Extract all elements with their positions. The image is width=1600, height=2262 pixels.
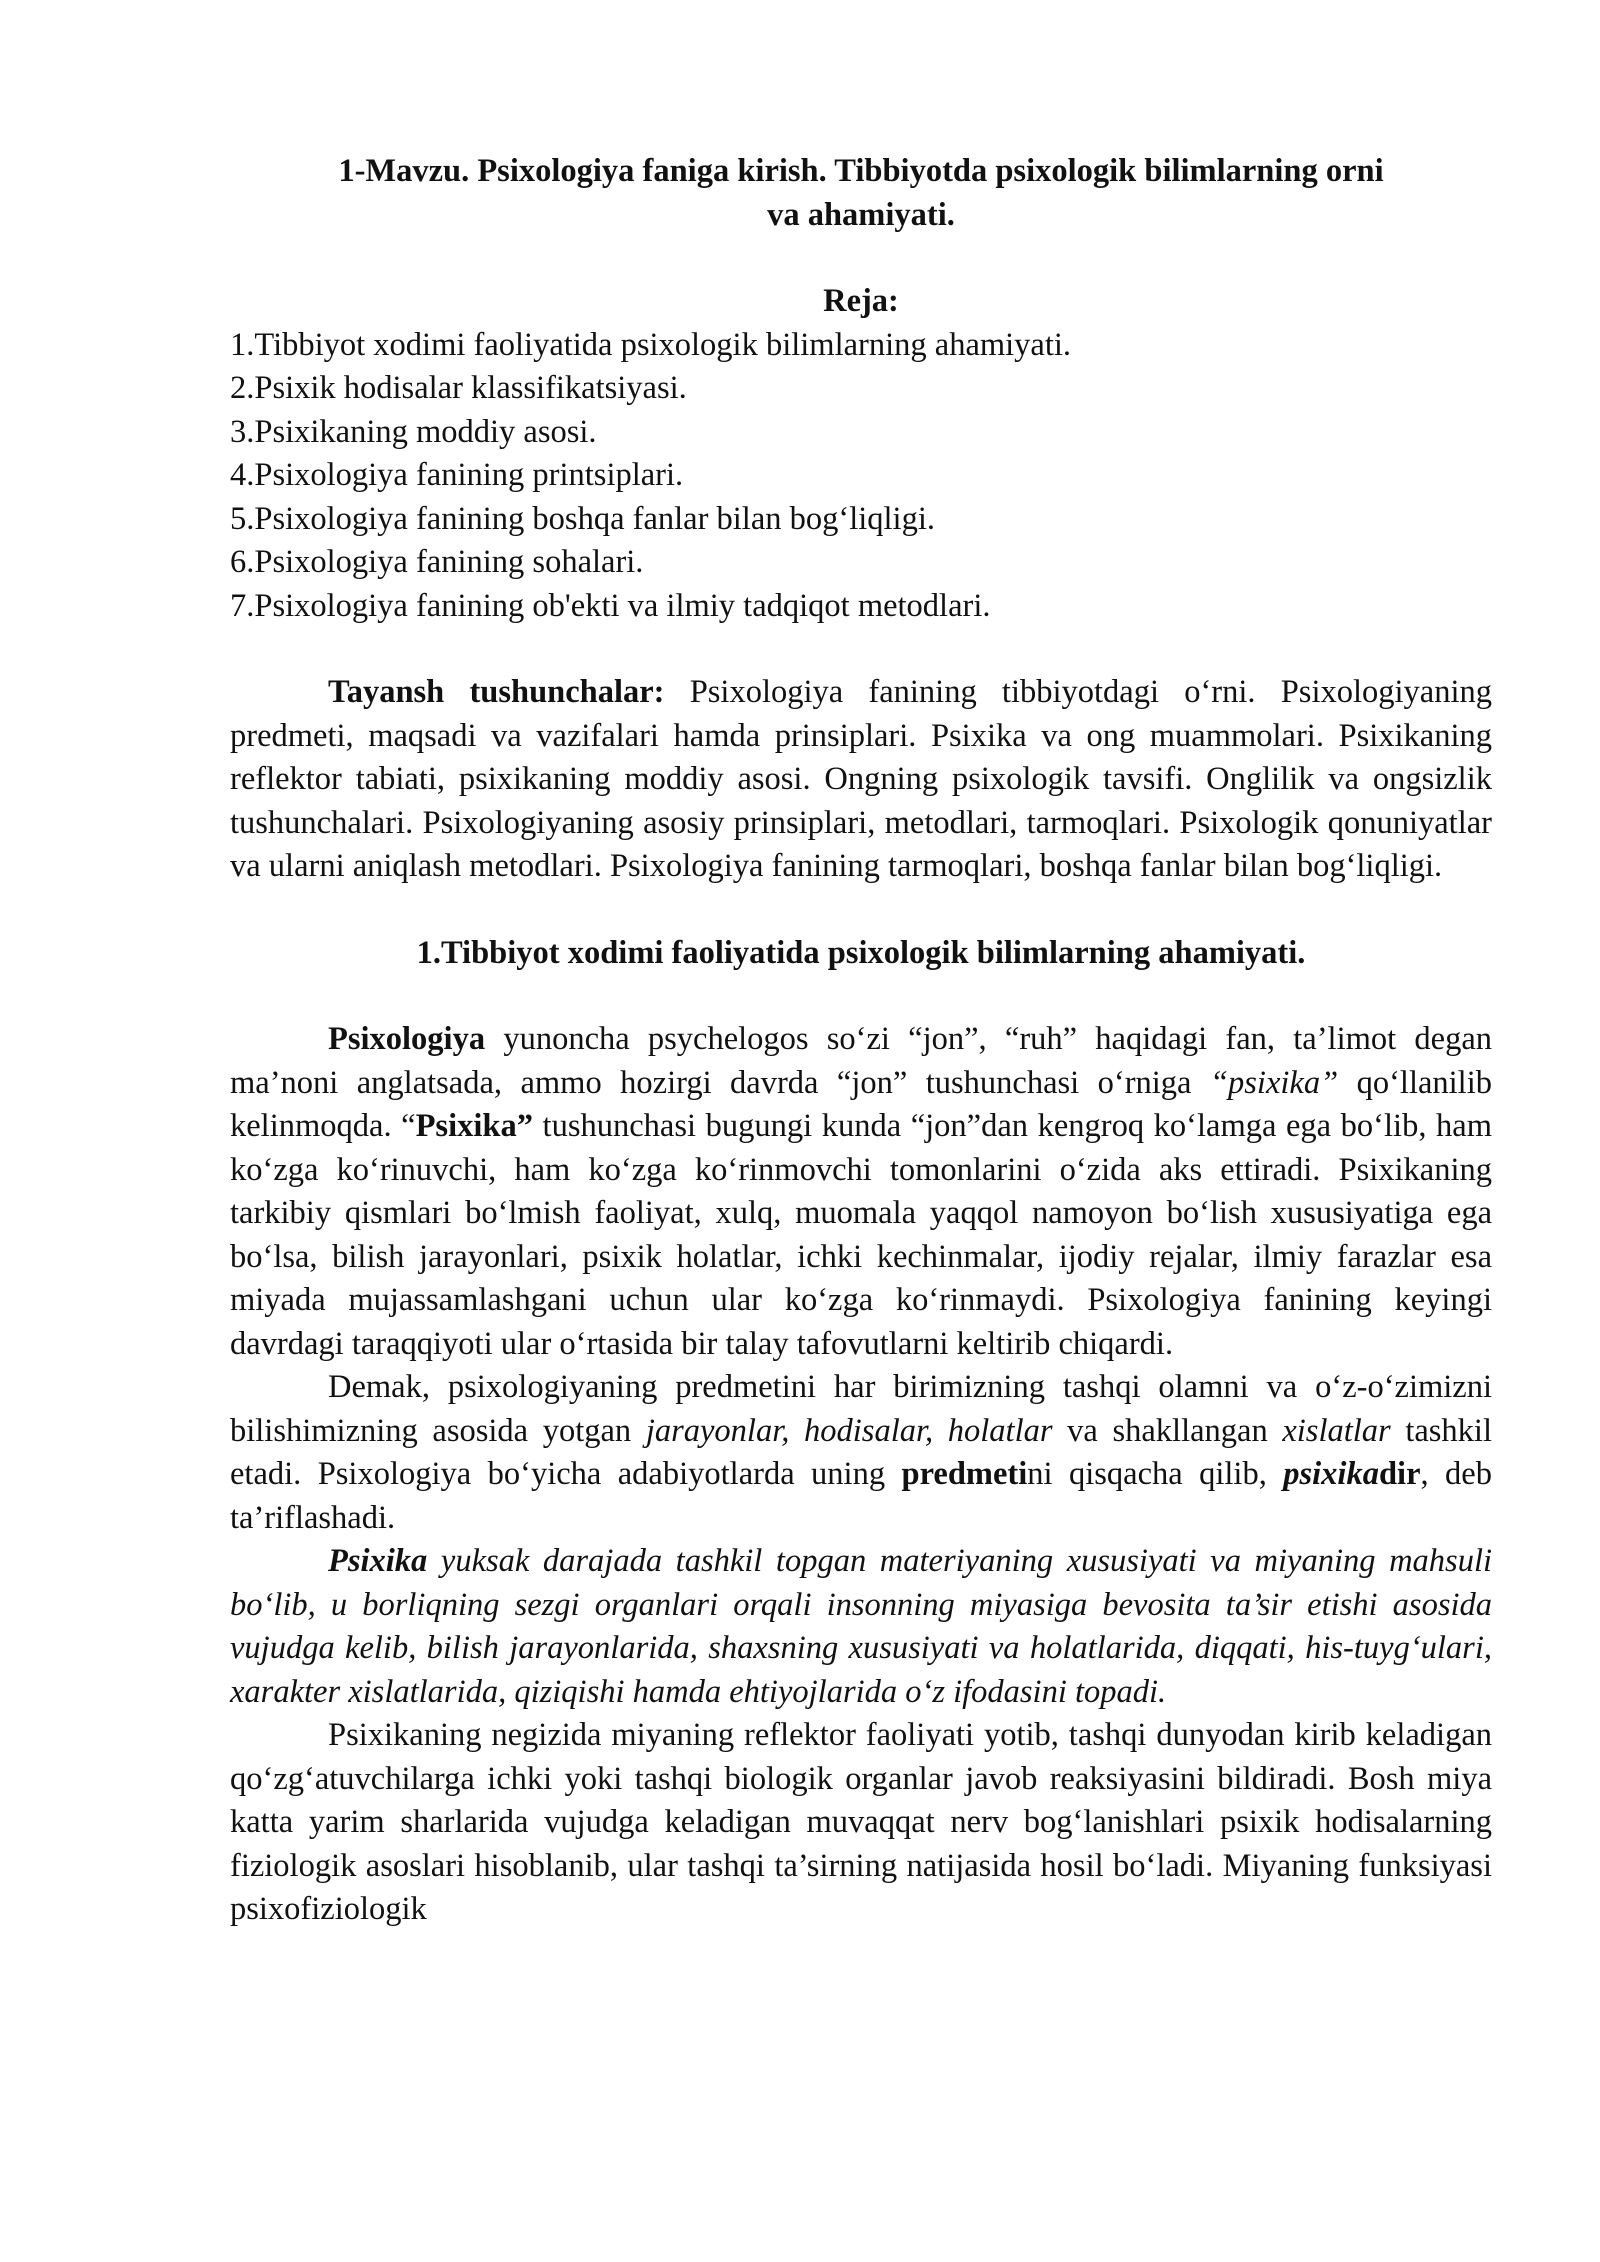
paragraph-text: yunoncha psychelogos so‘zi “jon”, “ruh” haqidagi fan, ta’limot degan ma’noni anglatsada, ammo hozirgi davrda “jon” tushunchasi o‘rniga — [230, 1021, 1492, 1101]
term-psixologiya: Psixologiya — [328, 1021, 486, 1057]
paragraph-text: , deb ta’riflashadi. — [230, 1456, 1492, 1536]
plan-item: 2.Psixik hodisalar klassifikatsiyasi. — [230, 370, 687, 406]
italic-phrase: xislatlar — [1282, 1412, 1391, 1449]
key-concepts-label: Tayansh tushunchalar: — [328, 674, 665, 710]
plan-heading: Reja: — [823, 283, 899, 319]
plan-item: 1.Tibbiyot xodimi faoliyatida psixologik bilimlarning ahamiyati. — [230, 326, 1072, 363]
plan-item: 3.Psixikaning moddiy asosi. — [230, 413, 597, 450]
paragraph-text: tushunchasi bugungi kunda “jon”dan kengroq ko‘lamga ega bo‘lib, ham ko‘zga ko‘rinuvchi, ham ko‘zga ko‘rinmovchi tomonlarini o‘zida aks ettiradi. Psixikaning tarkibiy qismlari bo‘lmish faoliyat, xulq, muomala yaqqol namoyon bo‘lish xususiyatiga ega bo‘lsa, bilish jarayonlari, psixik holatlar, ichki kechinmalar, ijodiy rejalar, ilmiy farazlar esa miyada mujassamlashgani uchun ular ko‘zga ko‘rinmaydi. Psixologiya fanining keyingi davrdagi taraqqiyoti ular o‘rtasida bir talay tafovutlarni keltirib chiqardi. — [230, 1108, 1492, 1362]
definition-text: yuksak darajada tashkil topgan materiyaning xususiyati va miyaning mahsuli bo‘lib, u borliqning sezgi organlari orqali insonning miyasiga bevosita ta’sir etishi asosida vujudga kelib, bilish jarayonlarida, shaxsning xususiyati va holatlarida, diqqati, his-tuyg‘ulari, xarakter xislatlarida, qiziqishi hamda ehtiyojlarida o‘z ifodasini topadi. — [230, 1543, 1492, 1710]
paragraph-text: Demak, psixologiyaning predmetini har birimizning tashqi olamni va o‘z-o‘zimizni bilishimizning asosida yotgan — [230, 1369, 1492, 1449]
key-concepts-text: Psixologiya fanining tibbiyotdagi o‘rni. Psixologiyaning predmeti, maqsadi va vazifalari hamda prinsiplari. Psixika va ong muammolari. Psixikaning reflektor tabiati, psixikaning moddiy asosi. Ongning psixologik tavsifi. Onglilik va ongsizlik tushunchalari. Psixologiyaning asosiy prinsiplari, metodlari, tarmoqlari. Psixologik qonuniyatlar va ularni aniqlash metodlari. Psixologiya fanining tarmoqlari, boshqa fanlar bilan bog‘liqligi. — [230, 674, 1492, 884]
paragraph-psixologiya-definition — [230, 1018, 1492, 1366]
plan-item: 5.Psixologiya fanining boshqa fanlar bilan bog‘liqligi. — [230, 500, 935, 537]
italic-phrase: jarayonlar, hodisalar, holatlar — [645, 1412, 1053, 1449]
plan-item: 4.Psixologiya fanining printsiplari. — [230, 457, 684, 493]
term-psixika: Psixika — [328, 1543, 428, 1579]
plan-item: 7.Psixologiya fanining ob'ekti va ilmiy tadqiqot metodlari. — [230, 587, 991, 624]
title-line-2: va ahamiyati. — [767, 196, 955, 233]
plan-list — [230, 324, 1492, 629]
paragraph-reflektor: Psixikaning negizida miyaning reflektor faoliyati yotib, tashqi dunyodan kirib keladigan qo‘zg‘atuvchilarga ichki yoki tashqi biologik organlar javob reaksiyasini bildiradi. Bosh miya katta yarim sharlarida vujudga keladigan muvaqqat nerv bog‘lanishlari psixik hodisalarning fiziologik asoslari hisoblanib, ular tashqi ta’sirning natijasida hosil bo‘ladi. Miyaning funksiyasi psixofiziologik — [230, 1717, 1492, 1927]
paragraph-psixika-definition — [230, 1540, 1492, 1714]
term-psixika-italic: “psixika” — [1209, 1064, 1339, 1101]
paragraph-text: qo‘llanilib kelinmoqda. “ — [230, 1064, 1492, 1144]
paragraph-text: va shakllangan — [1052, 1412, 1283, 1449]
title-line-1: 1-Mavzu. Psixologiya faniga kirish. Tibbiyotda psixologik bilimlarning orni — [338, 153, 1384, 189]
plan-item: 6.Psixologiya fanining sohalari. — [230, 544, 644, 580]
paragraph-predmet — [230, 1366, 1492, 1540]
bold-italic-text: psixika — [1283, 1456, 1379, 1492]
term-psixika-bold-italic — [1283, 1456, 1420, 1492]
document-page — [230, 150, 1492, 1932]
term-predmeti: predmeti — [901, 1456, 1028, 1492]
paragraph-text: ni qisqacha qilib, — [1027, 1456, 1284, 1492]
section-heading: 1.Tibbiyot xodimi faoliyatida psixologik bilimlarning ahamiyati. — [416, 934, 1306, 971]
page-title — [230, 150, 1492, 237]
key-concepts-paragraph — [230, 671, 1492, 889]
term-psixika-bold: Psixika” — [415, 1108, 533, 1144]
paragraph-text: tashkil etadi. Psixologiya bo‘yicha adabiyotlarda uning — [230, 1412, 1492, 1492]
bold-suffix: dir — [1378, 1456, 1421, 1492]
